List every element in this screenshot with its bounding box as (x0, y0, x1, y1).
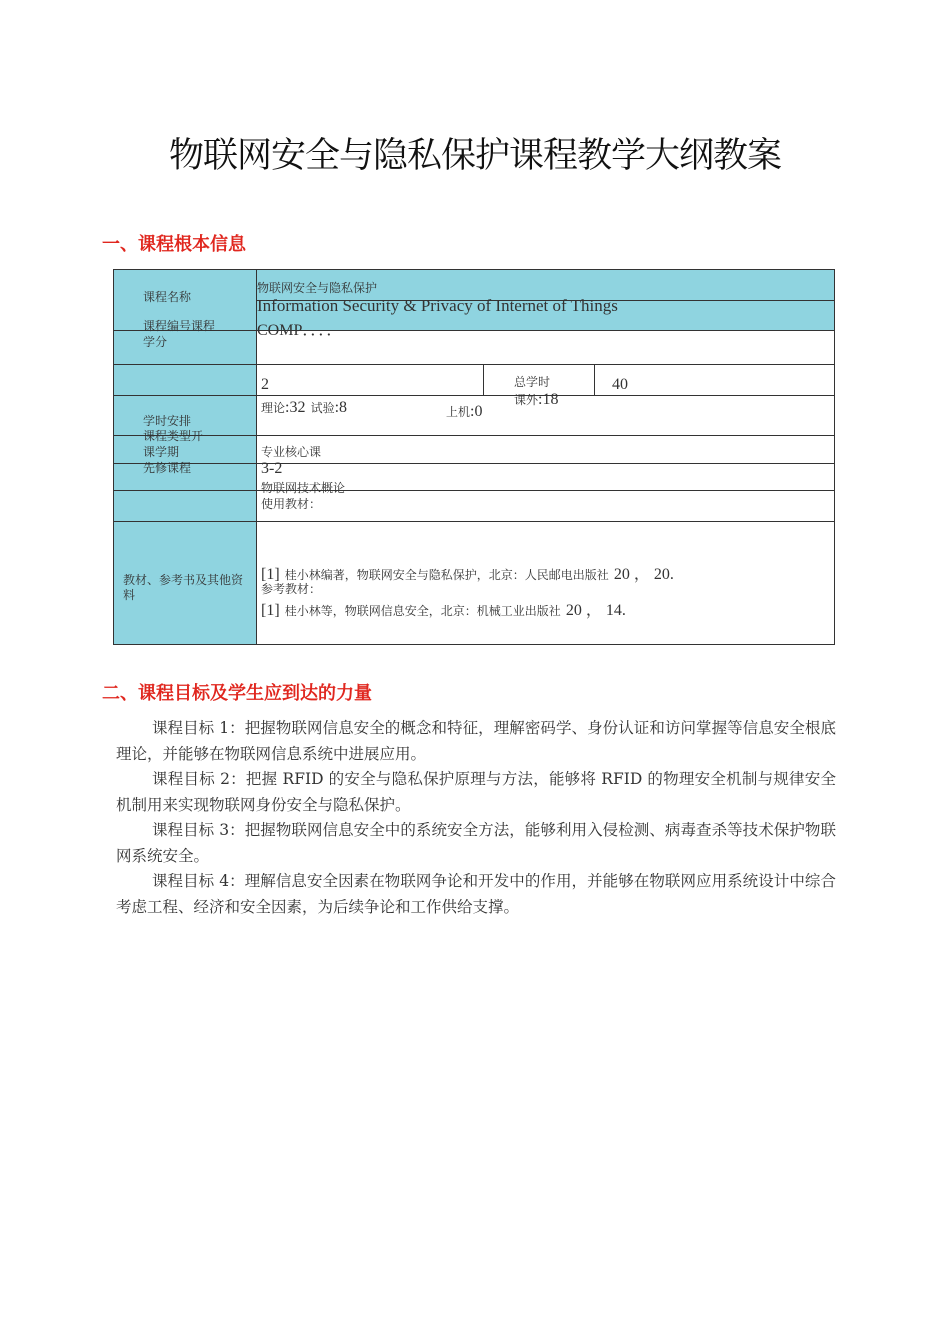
course-credit: 2 (261, 376, 269, 393)
course-code: COMP．．．． (257, 322, 343, 339)
reference-label: 参考教材： (261, 582, 322, 596)
label-type: 课程类型开 (143, 429, 204, 443)
lab-label: 试验 (310, 401, 335, 415)
reference-2 (261, 597, 626, 620)
label-total-hours: 总学时 (514, 375, 551, 389)
objective-paragraph: 课程目标 1：把握物联网信息安全的概念和特征，理解密码学、身份认证和访问掌握等信息安全根底理论，并能够在物联网信息系统中进展应用。 (116, 719, 836, 763)
objective-paragraph: 课程目标 2：把握 RFID 的安全与隐私保护原理与方法，能够将 RFID 的物理安全机制与规律安全机制用来实现物联网身份安全与隐私保护。 (116, 770, 836, 814)
course-term: 3-2 (261, 460, 283, 477)
course-name-en: Information Security & Privacy of Internet of Things (257, 296, 618, 315)
machine-label: 上机 (446, 405, 471, 419)
theory-hours (261, 397, 347, 417)
extra-hours (514, 389, 558, 409)
objective-paragraph: 课程目标 3：把握物联网信息安全中的系统安全方法，能够利用入侵检测、病毒查杀等技术保护物联网系统安全。 (116, 821, 836, 865)
ref1-year: 20 ， 20. (613, 566, 674, 583)
total-hours-value: 40 (612, 376, 628, 393)
machine-hours (446, 401, 482, 421)
reference-1 (261, 561, 674, 584)
extra-value: :18 (538, 391, 559, 408)
textbook-label: 使用教材： (261, 497, 322, 511)
label-hours: 学时安排 (143, 414, 192, 428)
label-materials: 教材、参考书及其他资料 (123, 573, 244, 602)
ref1-num: [1] (261, 566, 280, 583)
lab-value: :8 (334, 399, 348, 416)
section-heading-basic-info: 一、课程根本信息 (102, 234, 246, 255)
page-title: 物联网安全与隐私保护课程教学大纲教案 (168, 136, 781, 176)
label-prereq: 先修课程 (143, 461, 192, 475)
prerequisite-course: 物联网技术概论 (261, 481, 346, 495)
theory-label: 理论 (261, 401, 286, 415)
ref2-year: 20 ， 14. (565, 602, 626, 619)
course-name-cn: 物联网安全与隐私保护 (257, 281, 378, 295)
label-course-name: 课程名称 (143, 290, 192, 304)
label-course-code-credit: 课程编号课程学分 (143, 319, 216, 349)
label-term: 课学期 (143, 445, 180, 459)
course-type: 专业核心课 (261, 445, 322, 459)
section-heading-objectives: 二、课程目标及学生应到达的力量 (102, 683, 372, 704)
ref2-num: [1] (261, 602, 280, 619)
machine-value: :0 (470, 403, 483, 420)
objective-paragraph: 课程目标 4：理解信息安全因素在物联网争论和开发中的作用，并能够在物联网应用系统设计中综合考虑工程、经济和安全因素，为后续争论和工作供给支撑。 (116, 872, 836, 916)
ref1-text: 桂小林编著，物联网安全与隐私保护，北京：人民邮电出版社 (284, 568, 609, 582)
extra-label: 课外 (514, 393, 539, 407)
theory-value: :32 (285, 399, 306, 416)
ref2-text: 桂小林等，物联网信息安全，北京：机械工业出版社 (284, 604, 561, 618)
